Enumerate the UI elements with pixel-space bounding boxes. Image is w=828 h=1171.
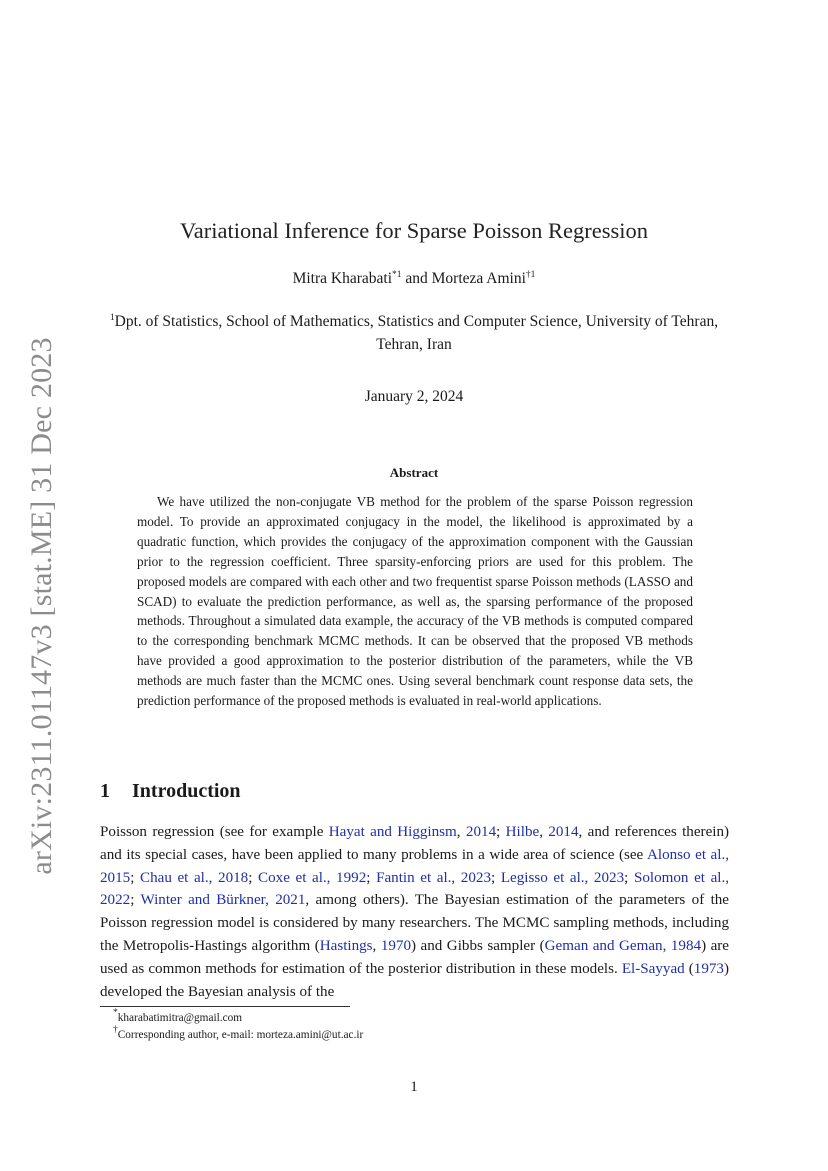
author-mark: †1 [525,270,536,280]
footnotes [113,1010,363,1044]
citation-link[interactable]: 1970 [380,937,411,954]
affiliation [100,310,728,356]
author-conjunction: and [401,270,432,287]
intro-text: Poisson regression (see for example [100,824,329,840]
citation-link[interactable]: 2014 [465,824,497,840]
intro-text: ; [496,824,506,840]
arxiv-identifier-stamp: arXiv:2311.01147v3 [stat.ME] 31 Dec 2023 [25,337,58,875]
author-name: Morteza Amini [431,270,526,287]
page-number: 1 [410,1079,418,1095]
footnote [113,1027,363,1044]
abstract-heading: Abstract [389,465,439,480]
section-heading [100,780,241,803]
citation-link[interactable]: Hayat and Higginsm [328,824,457,840]
intro-text: , [372,937,381,954]
citation-link[interactable]: Chau et al., 2018 [140,869,249,886]
citation-link[interactable]: Legisso et al., 2023 [500,869,625,886]
intro-text: ) are used as common methods for estimation of the posterior distribution in these models. [100,937,730,977]
footnote-mark: * [113,1008,118,1018]
intro-text: ( [684,960,694,977]
introduction-paragraph [100,821,729,1003]
intro-text: , among others). The Bayesian estimation of the parameters of the Poisson regression model is considered by many researchers. The MCMC sampling methods, including the Metropolis-Hastings algorithm ( [100,892,730,954]
intro-text: ; [130,892,141,909]
abstract-body: We have utilized the non-conjugate VB method for the problem of the sparse Poisson regression model. To provide an approximated conjugacy in the model, the likelihood is approximated by a quadratic function, which provides the conjugacy of the approximation component with the Gaussian prior to the regression coefficient. Three sparsity-enforcing priors are used for this problem. The proposed models are compared with each other and two frequentist sparse Poisson methods (LASSO and SCAD) to evaluate the prediction performance, as well as, the sparsing performance of the proposed methods. Throughout a simulated data example, the accuracy of the VB methods is computed compared to the corresponding benchmark MCMC methods. It can be observed that the proposed VB methods have provided a good approximation to the posterior distribution of the parameters, while the VB methods are much faster than the MCMC ones. Using several benchmark count response data sets, the prediction performance of the proposed methods is evaluated in real-world applications. [137,494,693,709]
citation-link[interactable]: Winter and Bürkner, 2021 [140,892,306,909]
citation-link[interactable]: Alonso et al., 2015 [100,846,729,886]
intro-text: ) developed the Bayesian analysis of the [100,960,729,1000]
footnote [113,1010,363,1027]
intro-text: ; [248,869,259,886]
intro-text: , [456,824,466,840]
citation-link[interactable]: 2014 [548,824,579,840]
section-number: 1 [100,780,110,802]
citation-link[interactable]: 1973 [693,960,724,977]
intro-text: ) and Gibbs sampler ( [411,937,545,954]
affiliation-text: Dpt. of Statistics, School of Mathematics, Statistics and Computer Science, University of Tehran, Tehran, Iran [114,313,719,353]
citation-link[interactable]: Hastings [319,937,373,954]
intro-text: , and references therein) and its special cases, have been applied to many problems in a wide area of science (see [100,824,730,863]
intro-text: , [539,824,549,840]
footnote-mark: † [113,1025,118,1035]
footnote-text: Corresponding author, e-mail: morteza.amini@ut.ac.ir [117,1029,364,1041]
author-line [100,270,728,288]
paper-title: Variational Inference for Sparse Poisson Regression [180,218,648,243]
footnote-rule [100,1006,350,1007]
citation-link[interactable]: Solomon et al., 2022 [100,869,730,909]
citation-link[interactable]: Fantin et al., 2023 [376,869,491,886]
affiliation-mark: 1 [109,313,115,323]
citation-link[interactable]: Geman and Geman, 1984 [544,937,702,954]
author-mark: *1 [392,270,402,280]
citation-link[interactable]: Coxe et al., 1992 [258,869,367,886]
intro-text: ; [366,869,377,886]
section-title: Introduction [132,780,241,802]
author-name: Mitra Kharabati [292,270,392,287]
citation-link[interactable]: El-Sayyad [621,960,685,977]
intro-text: ; [624,869,634,886]
citation-link[interactable]: Hilbe [505,824,540,840]
intro-text: ; [130,869,140,886]
footnote-text: kharabatimitra@gmail.com [117,1012,243,1024]
paper-date: January 2, 2024 [364,388,464,405]
intro-text: ; [491,869,501,886]
